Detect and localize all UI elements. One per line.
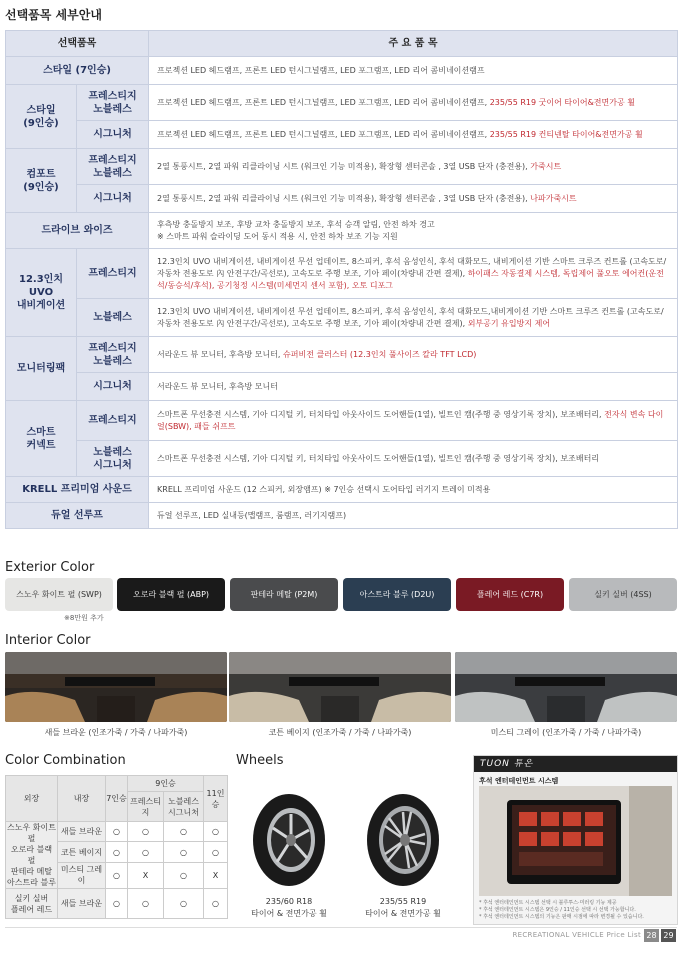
footer-text: RECREATIONAL VEHICLE Price List: [512, 931, 641, 939]
combo-header-exterior: 외장: [6, 776, 58, 822]
interior-color-title: Interior Color: [5, 633, 91, 648]
interior-illustration: [229, 652, 451, 722]
option-smart-connect: 스마트 커넥트: [6, 401, 77, 477]
interior-image-misty-gray: [455, 652, 677, 722]
page-number-right: 29: [661, 929, 676, 942]
combo-cell: ○: [128, 842, 164, 862]
combo-int: 새들 브라운: [58, 889, 106, 919]
swatch-astra-blue: [343, 578, 451, 611]
trim-prestige: 프레스티지: [77, 249, 149, 299]
interior-image-saddle-brown: [5, 652, 227, 722]
swatch-label: 판테라 메탈 (P2M): [250, 590, 318, 599]
footer-divider: [5, 927, 677, 928]
trim-signature: 시그니처: [77, 185, 149, 213]
trim-prestige-noblesse: 프레스티지 노블레스: [77, 85, 149, 121]
trim-signature: 시그니처: [77, 121, 149, 149]
combo-ext-group-1: 스노우 화이트 펄 오로라 블랙 펄 판테라 메탈 아스트라 블루: [7, 823, 56, 887]
page-number-left: 28: [644, 929, 659, 942]
option-desc: 2열 통풍시트, 2열 파워 리클라이닝 시트 (워크인 기능 미적용), 확장형 센터콘솔 , 3열 USB 단자 (충전용), 나파가죽시트: [149, 185, 678, 213]
combo-cell: ○: [128, 822, 164, 842]
trim-prestige: 프레스티지: [77, 401, 149, 441]
wheel-19-caption: 235/55 R19 타이어 & 전면가공 휠: [365, 897, 441, 918]
option-desc: 12.3인치 UVO 내비게이션, 내비게이션 무선 업데이트, 8스피커, 후석 음성인식, 후석 대화모드,내비게이션 기반 스마트 크루즈 컨트롤 (고속도로/자동차 전용도로 內 안전구간/곡선로), 고속도로 주행 보조, 기아 페이(차량내 간편 결제), 외부공기 유입방지 제어: [149, 299, 678, 337]
trim-prestige-noblesse: 프레스티지 노블레스: [77, 337, 149, 373]
option-desc: 서라운드 뷰 모니터, 후측방 모니터: [149, 373, 678, 401]
swatch-label: 스노우 화이트 펄 (SWP): [16, 590, 102, 599]
combo-cell: ○: [204, 889, 228, 919]
combo-header-11: 11인승: [204, 776, 228, 822]
combo-cell: ○: [204, 842, 228, 862]
combo-header-interior: 내장: [58, 776, 106, 822]
tuon-logo: TUON 튜온: [474, 756, 677, 772]
combo-header-9: 9인승: [128, 776, 204, 792]
option-style-7-desc: 프로젝션 LED 헤드램프, 프론트 LED 턴시그널램프, LED 포그램프, LED 리어 콤비네이션램프: [149, 57, 678, 85]
swatch-aurora-black: [117, 578, 225, 611]
interior-illustration: [5, 652, 227, 722]
tuon-screen-image: [479, 786, 672, 896]
option-desc: 듀얼 선루프, LED 실내등(맵램프, 룸램프, 러기지램프): [149, 503, 678, 529]
combo-cell: ○: [164, 889, 204, 919]
combo-cell: ○: [164, 862, 204, 888]
combo-cell: X: [128, 862, 164, 888]
option-desc: 프로젝션 LED 헤드램프, 프론트 LED 턴시그널램프, LED 포그램프, LED 리어 콤비네이션램프, 235/55 R19 컨티넨탈 타이어&전면가공 휠: [149, 121, 678, 149]
tuon-notes: * 후석 엔터테인먼트 시스템 선택 시 블루투스·미러링 기능 제공 * 후석 엔터테인먼트 시스템은 9인승 / 11인승 선택 시 선택 가능합니다. * 후석 엔터테인먼트 시스템의 기능은 판매 시점에 따라 변경될 수 있습니다.: [479, 900, 644, 920]
combo-cell: X: [204, 862, 228, 888]
option-desc: 서라운드 뷰 모니터, 후측방 모니터, 슈퍼비전 클러스터 (12.3인치 풀사이즈 칼라 TFT LCD): [149, 337, 678, 373]
swatch-snow-white: [5, 578, 113, 611]
swatch-label: 아스트라 블루 (D2U): [359, 590, 435, 599]
header-option: 선택품목: [6, 31, 149, 57]
combo-int: 새들 브라운: [58, 822, 106, 842]
option-desc: 스마트폰 무선충전 시스템, 기아 디지털 키, 터치타입 아웃사이드 도어핸들(1열), 빌트인 캠(주행 중 영상기록 장치), 보조배터리, 전자식 변속 다이얼(SBW), 패들 쉬프트: [149, 401, 678, 441]
tuon-entertainment-panel: [473, 755, 678, 925]
option-desc: 후측방 충돌방지 보조, 후방 교차 충돌방지 보조, 후석 승객 알림, 안전 하차 경고 ※ 스마트 파워 슬라이딩 도어 동시 적용 시, 안전 하차 보조 기능 지원: [149, 213, 678, 249]
trim-prestige-noblesse: 프레스티지 노블레스: [77, 149, 149, 185]
swatch-silky-silver: [569, 578, 677, 611]
combo-cell: ○: [106, 889, 128, 919]
option-desc: 스마트폰 무선충전 시스템, 기아 디지털 키, 터치타입 아웃사이드 도어핸들(1열), 빌트인 캠(주행 중 영상기록 장치), 보조배터리: [149, 441, 678, 477]
combo-header-7: 7인승: [106, 776, 128, 822]
combo-cell: ○: [204, 822, 228, 842]
options-table: [5, 30, 678, 529]
option-style-9: 스타일 (9인승): [6, 85, 77, 149]
combo-header-noblesse-signature: 노블레스 시그니처: [164, 792, 204, 822]
combo-cell: ○: [164, 822, 204, 842]
combo-ext-group-2: 실키 실버 플레어 레드: [6, 889, 58, 919]
swatch-label: 플레어 레드 (C7R): [476, 590, 544, 599]
option-desc: 2열 통풍시트, 2열 파워 리클라이닝 시트 (워크인 기능 미적용), 확장형 센터콘솔 , 3열 USB 단자 (충전용), 가죽시트: [149, 149, 678, 185]
interior-illustration: [455, 652, 677, 722]
option-desc: KRELL 프리미엄 사운드 (12 스피커, 외장앰프) ※ 7인승 선택시 도어타입 러기지 트레이 미적용: [149, 477, 678, 503]
wheel-19-image: [363, 790, 443, 890]
combo-int: 코튼 베이지: [58, 842, 106, 862]
combo-header-prestige: 프레스티지: [128, 792, 164, 822]
swatch-flare-red: [456, 578, 564, 611]
swatch-panthera-metal: [230, 578, 338, 611]
option-krell-sound: KRELL 프리미엄 사운드: [6, 477, 149, 503]
interior-caption: 코튼 베이지 (인조가죽 / 가죽 / 나파가죽): [268, 728, 412, 737]
tuon-title: 후석 엔터테인먼트 시스템: [479, 777, 559, 785]
wheels-title: Wheels: [236, 753, 284, 768]
option-desc: 프로젝션 LED 헤드램프, 프론트 LED 턴시그널램프, LED 포그램프, LED 리어 콤비네이션램프, 235/55 R19 굿이어 타이어&전면가공 휠: [149, 85, 678, 121]
options-section-title: 선택품목 세부안내: [5, 8, 102, 22]
combo-cell: ○: [106, 862, 128, 888]
color-combination-table: [5, 775, 228, 919]
combo-int: 미스티 그레이: [58, 862, 106, 888]
wheel-18-image: [249, 790, 329, 890]
wheel-18-caption: 235/60 R18 타이어 & 전면가공 휠: [251, 897, 327, 918]
option-desc: 12.3인치 UVO 내비게이션, 내비게이션 무선 업데이트, 8스피커, 후석 음성인식, 후석 대화모드, 내비게이션 기반 스마트 크루즈 컨트롤 (고속도로/자동차 전용도로 內 안전구간/곡선로), 고속도로 주행 보조, 기아 페이(차량내 간편 결제), 하이패스 자동결제 시스템, 독립제어 풀오토 에어컨(운전석/동승석/후석), 공기청정 시스템(미세먼지 센서 포함), 오토 디포그: [149, 249, 678, 299]
option-navigation: 12.3인치 UVO 내비게이션: [6, 249, 77, 337]
option-drive-wise: 드라이브 와이즈: [6, 213, 149, 249]
interior-caption: 미스티 그레이 (인조가죽 / 가죽 / 나파가죽): [490, 728, 642, 737]
swatch-label: 오로라 블랙 펄 (ABP): [132, 590, 210, 599]
interior-image-cotton-beige: [229, 652, 451, 722]
trim-noblesse-signature: 노블레스 시그니처: [77, 441, 149, 477]
swatch-label: 실키 실버 (4SS): [594, 590, 652, 599]
trim-signature: 시그니처: [77, 373, 149, 401]
option-comfort: 컴포트 (9인승): [6, 149, 77, 213]
option-dual-sunroof: 듀얼 선루프: [6, 503, 149, 529]
combo-cell: ○: [128, 889, 164, 919]
combo-cell: ○: [164, 842, 204, 862]
trim-noblesse: 노블레스: [77, 299, 149, 337]
exterior-color-title: Exterior Color: [5, 560, 95, 575]
color-combination-title: Color Combination: [5, 753, 126, 768]
exterior-note: ※8만원 추가: [64, 614, 104, 622]
combo-cell: ○: [106, 822, 128, 842]
interior-caption: 새들 브라운 (인조가죽 / 가죽 / 나파가죽): [44, 728, 188, 737]
option-monitoring-pack: 모니터링팩: [6, 337, 77, 401]
option-style-7: 스타일 (7인승): [6, 57, 149, 85]
header-main-items: 주 요 품 목: [149, 31, 678, 57]
combo-cell: ○: [106, 842, 128, 862]
